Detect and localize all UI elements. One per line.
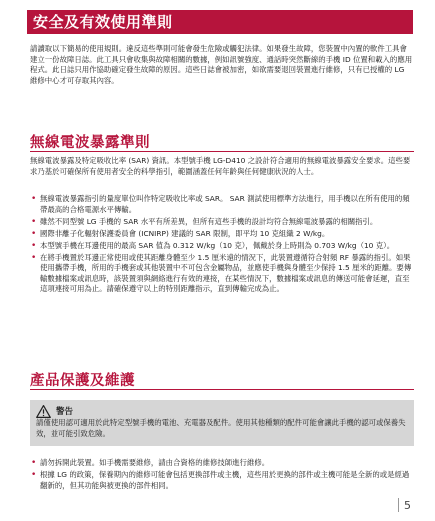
warning-header [36,404,408,418]
list-item: • 請勿拆開此裝置。如手機需要維修，請由合資格的維修技師進行維修。 [30,458,414,469]
rf-bullet-list [30,194,414,296]
section-title-safety: 安全及有效使用準則 [27,10,413,34]
list-item: • 在將手機置於耳邊正常使用或使其距離身體至少 1.5 厘米遠的情況下，此裝置遵循符合射頻 RF 暴露的指引。如果使用攜帶手機，所用的手機套或其他裝置中不可包含金屬物品，並應使手機與身體至少保持 1.5 厘米的距離。要傳輸數據檔案或訊息時，該裝置須與網絡進行有效的連接，在某些情況下，數據檔案或訊息的傳送可能會延遲，直至這項連接可用為止。請確保遵守以上的特別距離指示，直到傳輸完成為止。 [30,253,414,295]
warning-triangle-icon [36,405,51,418]
list-item: • 無線電波暴露指引的量度單位叫作特定吸收比率或 SAR。 SAR 測試使用標準方法進行，用手機以在所有使用的頻帶最高的合格電源水平傳輸。 [30,194,414,215]
section-heading-product-care: 產品保護及維護 [30,373,135,389]
heading-divider [30,389,414,390]
list-item: • 雖然不同型號 LG 手機的 SAR 水平有所差異，但所有這些手機的設計均符合無線電波暴露的相關指引。 [30,217,414,228]
list-item: • 根據 LG 的政策，保養期內的維修可能會包括更換部件或主機，這些用於更換的部件或主機可能是全新的或是經過翻新的，但其功能與被更換的部件相同。 [30,470,414,491]
warning-text: 請僅使用認可適用於此特定型號手機的電池、充電器及配件。使用其他種類的配件可能會讓此手機的認可或保養失效，並可能引致危險。 [36,418,406,438]
section-heading-rf-exposure: 無線電波暴露準則 [30,135,150,151]
list-item: • 國際非離子化輻射保護委員會 (ICNIRP) 建議的 SAR 限制，即平均 10 克組織 2 W/kg。 [30,229,414,240]
heading-divider [30,151,414,152]
page-number: 5 [404,499,411,512]
care-bullet-list [30,458,414,493]
warning-label: 警告 [56,407,74,417]
list-item: • 本型號手機在耳邊使用的最高 SAR 值為 0.312 W/kg（10 克），佩戴於身上時則為 0.703 W/kg（10 克）。 [30,241,414,252]
page-number-divider [398,498,399,512]
rf-intro-paragraph: 無線電波暴露及特定吸收比率 (SAR) 資訊。本型號手機 LG-D410 之設計符合適用的無線電波暴露安全要求。這些要求乃基於可確保所有使用者安全的科學指引，範圍涵蓋任何年齡與任何健康狀況的人士。 [30,156,411,176]
warning-box [30,400,414,446]
safety-intro-paragraph: 請讀取以下簡易的使用規則。違反這些準則可能會發生危險或觸犯法律。如果發生故障，您裝置中內置的軟件工具會建立一份故障日誌。此工具只會收集與故障相關的數據，例如訊號強度、通話時突然斷線的手機 ID 位置和載入的應用程式。此日誌只用作協助確定發生故障的原因。這些日誌會被加密，如欲需要退回裝置進行維修，只有已授權的 LG 維修中心才可存取其內容。 [30,44,413,85]
